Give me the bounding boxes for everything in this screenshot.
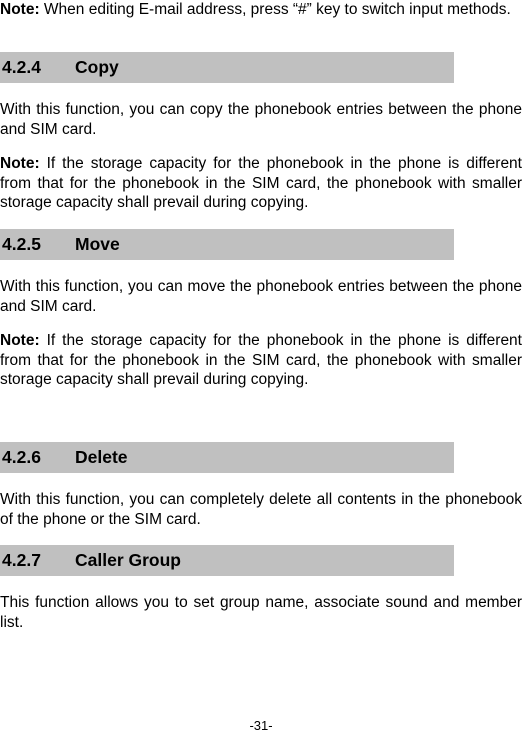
- section-title: Move: [75, 234, 120, 254]
- section-body-move: With this function, you can move the phonebook entries between the phone and SIM card.: [0, 278, 522, 315]
- section-body-caller-group: This function allows you to set group name, associate sound and member list.: [0, 594, 522, 631]
- section-heading-copy: [0, 52, 454, 83]
- note-text: If the storage capacity for the phonebook in the phone is different from that for the phonebook in the SIM card, the phonebook with smaller storage capacity shall prevail during copying.: [0, 332, 522, 388]
- section-note-move: [0, 331, 522, 390]
- section-body-delete: With this function, you can completely delete all contents in the phonebook of the phone or the SIM card.: [0, 491, 522, 528]
- section-number: 4.2.6: [2, 447, 41, 467]
- note-text: If the storage capacity for the phonebook in the phone is different from that for the phonebook in the SIM card, the phonebook with smaller storage capacity shall prevail during copying.: [0, 155, 522, 211]
- intro-note-text: When editing E-mail address, press “#” key to switch input methods.: [39, 1, 511, 18]
- section-title: Delete: [75, 447, 128, 467]
- section-number: 4.2.4: [2, 57, 41, 77]
- section-title: Copy: [75, 57, 119, 77]
- note-label: Note:: [0, 332, 40, 349]
- section-heading-move: [0, 229, 454, 260]
- intro-note: [0, 0, 522, 20]
- intro-note-label: Note:: [0, 1, 40, 18]
- section-number: 4.2.5: [2, 234, 41, 254]
- page-number: -31-: [249, 718, 273, 733]
- section-heading-caller-group: [0, 545, 454, 576]
- section-note-copy: [0, 154, 522, 213]
- section-number: 4.2.7: [2, 550, 41, 570]
- section-body-copy: With this function, you can copy the phonebook entries between the phone and SIM card.: [0, 101, 522, 138]
- note-label: Note:: [0, 155, 40, 172]
- section-heading-delete: [0, 442, 454, 473]
- section-title: Caller Group: [75, 550, 181, 570]
